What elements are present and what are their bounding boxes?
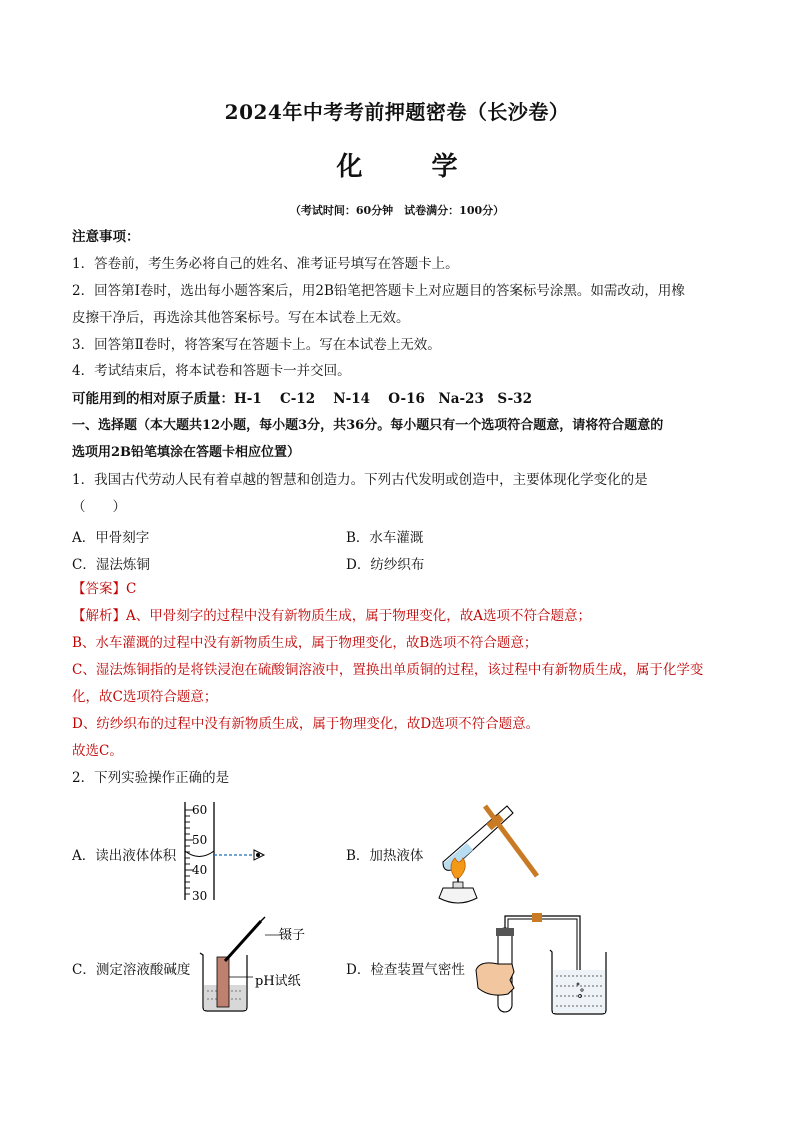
scale-label-40: 40 [192,863,208,877]
note-4: 4．考试结束后，将本试卷和答题卡一并交回。 [72,363,351,379]
q1-conclusion: 故选C。 [72,743,123,759]
note-1: 1．答卷前，考生务必将自己的姓名、准考证号填写在答题卡上。 [72,256,459,272]
exam-title: 2024年中考考前押题密卷（长沙卷） [224,100,570,124]
tweezers-label: 镊子 [279,928,306,943]
q1-option-c: C．湿法炼铜 [72,557,150,573]
ph-test-figure [195,915,325,1015]
q1-analysis-3a: C、湿法炼铜指的是将铁浸泡在硫酸铜溶液中，置换出单质铜的过程，该过程中有新物质生成，属于化学变 [72,662,704,678]
q2-option-b: B．加热液体 [346,848,424,864]
q1-stem: 1．我国古代劳动人民有着卓越的智慧和创造力。下列古代发明或创造中，主要体现化学变化的是 [72,472,648,488]
note-3: 3．回答第Ⅱ卷时，将答案写在答题卡上。写在本试卷上无效。 [72,337,441,353]
subject-title: 化 学 [336,152,488,182]
heating-liquid-figure [425,800,550,910]
q2-option-d: D．检查装置气密性 [346,962,465,978]
airtightness-figure [470,910,615,1018]
q1-option-a: A．甲骨刻字 [72,530,150,546]
q1-analysis-2: B、水车灌溉的过程中没有新物质生成，属于物理变化，故B选项不符合题意； [72,635,538,651]
scale-label-60: 60 [192,803,208,817]
atomic-masses: 可能用到的相对原子质量：H-1 C-12 N-14 O-16 Na-23 S-32 [72,391,532,407]
note-2a: 2．回答第Ⅰ卷时，选出每小题答案后，用2B铅笔把答题卡上对应题目的答案标号涂黑。如需改动，用橡 [72,283,685,299]
q1-analysis-3b: 化，故C选项符合题意； [72,689,218,705]
notes-heading: 注意事项： [72,229,140,245]
ph-paper-label: pH试纸 [255,974,301,989]
q2-option-c: C．测定溶液酸碱度 [72,962,191,978]
q1-analysis-4: D、纺纱织布的过程中没有新物质生成，属于物理变化，故D选项不符合题意。 [72,716,540,732]
q1-analysis-1: 【解析】A、甲骨刻字的过程中没有新物质生成，属于物理变化，故A选项不符合题意； [72,608,591,624]
scale-label-30: 30 [192,889,208,903]
q1-paren: （ ） [72,499,126,515]
q2-stem: 2．下列实验操作正确的是 [72,770,230,786]
section-heading-1: 一、选择题（本大题共12小题，每小题3分，共36分。每小题只有一个选项符合题意，请将符合题意的 [72,418,664,433]
q1-option-d: D．纺纱织布 [346,557,425,573]
scale-label-50: 50 [192,833,208,847]
graduated-cylinder-figure [180,800,280,905]
q1-answer: 【答案】C [72,581,137,597]
q1-option-b: B．水车灌溉 [346,530,424,546]
analysis-tag: 【解析】 [72,608,126,624]
section-heading-2: 选项用2B铅笔填涂在答题卡相应位置） [72,445,301,460]
q2-option-a: A．读出液体体积 [72,848,177,864]
note-2b: 皮擦干净后，再选涂其他答案标号。写在本试卷上无效。 [72,310,410,326]
exam-meta: （考试时间：60分钟 试卷满分：100分） [289,204,505,217]
